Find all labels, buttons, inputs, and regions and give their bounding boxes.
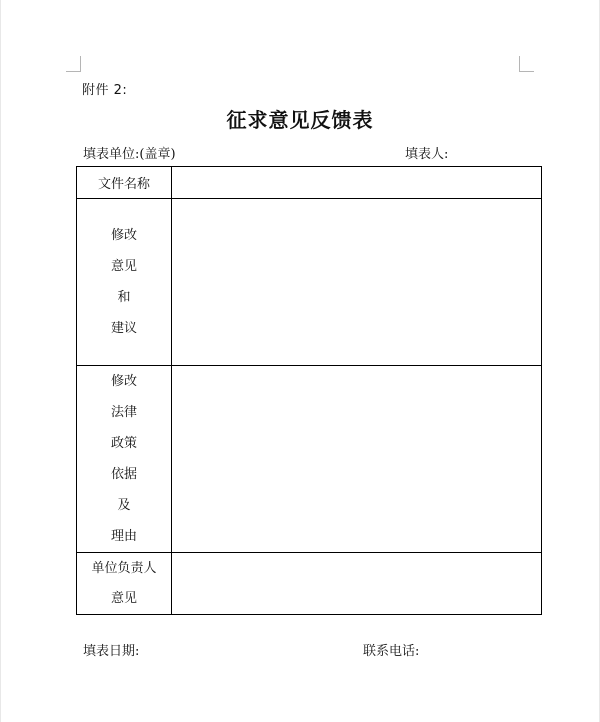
table-row — [77, 553, 542, 615]
legal-basis-cell[interactable] — [172, 366, 542, 553]
crop-mark-top-left — [66, 56, 81, 72]
supervisor-opinion-cell[interactable] — [172, 553, 542, 615]
fill-date-label: 填表日期: — [83, 644, 140, 659]
crop-mark-top-right — [519, 56, 534, 72]
label-line: 意见 — [110, 590, 137, 606]
label-line: 单位负责人 — [91, 560, 157, 576]
attachment-label: 附件 2: — [82, 83, 128, 98]
contact-phone-label: 联系电话: — [363, 644, 420, 659]
label-line: 修改 — [110, 228, 137, 243]
label-line: 文件名称 — [97, 177, 150, 192]
row-label-legal-basis — [77, 366, 172, 553]
page-title: 征求意见反馈表 — [226, 108, 374, 132]
label-line: 修改 — [110, 374, 137, 389]
table-row — [77, 199, 542, 366]
label-line: 和 — [117, 290, 131, 305]
label-line: 建议 — [110, 321, 137, 336]
row-label-supervisor-opinion — [77, 553, 172, 615]
feedback-form-table — [76, 166, 542, 615]
file-name-cell[interactable] — [172, 167, 542, 199]
label-line: 意见 — [110, 259, 137, 274]
table-row — [77, 167, 542, 199]
fill-unit-label: 填表单位:(盖章) — [83, 147, 176, 162]
table-row — [77, 366, 542, 553]
row-label-file-name — [77, 167, 172, 199]
label-line: 依据 — [110, 467, 137, 482]
fill-person-label: 填表人: — [405, 147, 449, 162]
label-line: 法律 — [110, 405, 137, 420]
label-line: 及 — [117, 498, 131, 513]
label-line: 政策 — [110, 436, 137, 451]
label-line: 理由 — [110, 529, 137, 544]
suggestions-cell[interactable] — [172, 199, 542, 366]
row-label-suggestions — [77, 199, 172, 366]
